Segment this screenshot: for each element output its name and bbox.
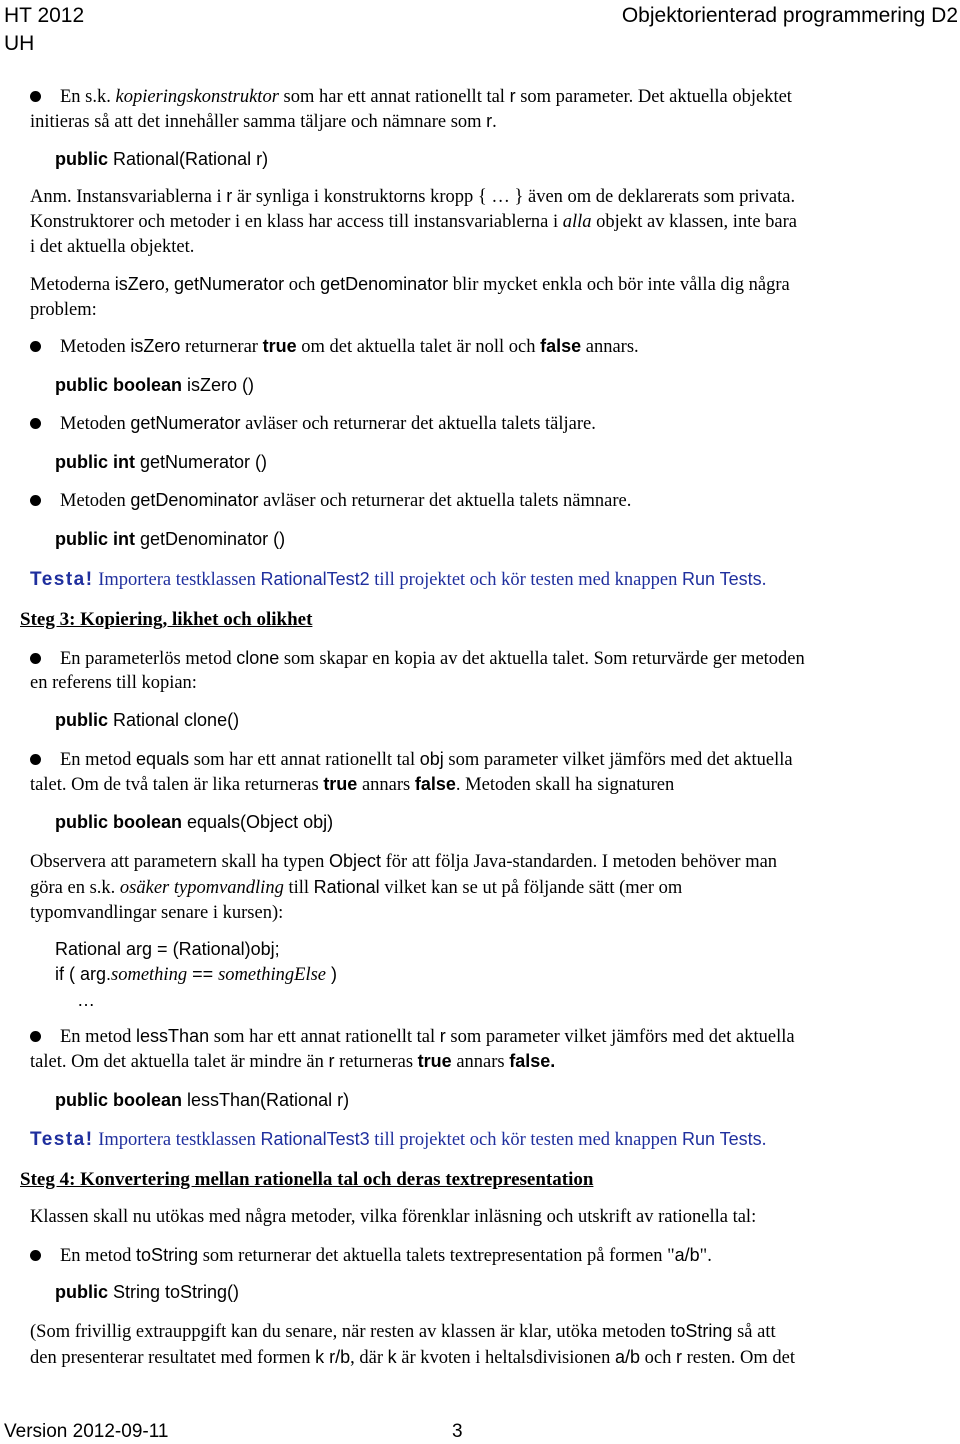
- term-italic: osäker typomvandling: [119, 878, 284, 898]
- text: (Som frivillig extrauppgift kan du senare, när resten av klassen är klar, utöka metoden: [30, 1322, 671, 1342]
- text: som returnerar det aktuella talets textrepresentation på formen ": [198, 1246, 675, 1266]
- text: som har ett annat rationellt tal: [278, 87, 510, 107]
- text-line: problem:: [30, 300, 97, 320]
- method-name: getNumerator: [174, 274, 285, 294]
- testa-label: Testa!: [30, 1129, 94, 1150]
- text: den presenterar resultatet med formen: [30, 1348, 316, 1368]
- bullet-getdenominator: [30, 488, 940, 514]
- text: En parameterlös metod: [60, 649, 237, 669]
- text: som parameter vilket jämförs med det aktuella: [443, 750, 793, 770]
- text: annars: [451, 1052, 510, 1072]
- method-name: clone: [236, 648, 280, 668]
- method-name: equals: [136, 749, 190, 769]
- signature-text: getDenominator (): [135, 529, 286, 549]
- keyword: public boolean: [55, 375, 183, 395]
- format-text: k r/b: [315, 1347, 351, 1367]
- method-name: isZero: [130, 336, 181, 356]
- text-line: [30, 184, 940, 210]
- code-var: k: [387, 1347, 397, 1367]
- keyword: public: [55, 710, 108, 730]
- text: som har ett annat rationellt tal: [189, 750, 420, 770]
- code-example: [55, 937, 337, 1013]
- heading-step-4: Steg 4: Konvertering mellan rationella tal och deras textrepresentation: [20, 1169, 594, 1190]
- bullet-clone: [30, 646, 940, 672]
- text: , där: [350, 1348, 388, 1368]
- text: Metoderna: [30, 275, 115, 295]
- text-line: [30, 1049, 940, 1075]
- text-line: [30, 1319, 940, 1345]
- testa-label: Testa!: [30, 569, 94, 590]
- code-var: obj: [419, 749, 444, 769]
- keyword: false: [540, 336, 582, 356]
- text-line: [30, 210, 940, 235]
- text-line: [30, 875, 940, 901]
- text: avläser och returnerar det aktuella talets nämnare.: [258, 491, 632, 511]
- text-line: [30, 109, 940, 135]
- text-line: typomvandlingar senare i kursen):: [30, 903, 284, 923]
- signature-text: equals(Object obj): [182, 812, 334, 832]
- text: om det aktuella talet är noll och: [296, 337, 541, 357]
- keyword: true: [262, 336, 297, 356]
- text: .: [761, 1130, 767, 1150]
- signature-copy-constructor: [55, 147, 268, 172]
- code-var: r: [226, 186, 233, 206]
- keyword: true: [417, 1051, 452, 1071]
- method-name: toString: [670, 1321, 733, 1341]
- text: som parameter. Det aktuella objektet: [515, 87, 792, 107]
- text: En s.k.: [60, 87, 116, 107]
- signature-clone: [55, 708, 239, 733]
- text: ,: [164, 275, 175, 295]
- text: så att: [732, 1322, 776, 1342]
- text: och: [640, 1348, 676, 1368]
- paragraph-methods-intro: [30, 272, 940, 323]
- term-italic: kopieringskonstruktor: [115, 87, 279, 107]
- text: som har ett annat rationellt tal: [209, 1027, 440, 1047]
- code-var: r: [328, 1051, 335, 1071]
- text: ".: [699, 1246, 712, 1266]
- text: Anm. Instansvariablerna i: [30, 187, 227, 207]
- signature-equals: [55, 810, 333, 835]
- code-var: r: [486, 111, 493, 131]
- term-italic: alla: [562, 212, 592, 232]
- text: . Metoden skall ha signaturen: [455, 775, 675, 795]
- signature-tostring: [55, 1280, 239, 1305]
- text-line: [30, 772, 940, 798]
- bullet-equals: [30, 747, 940, 773]
- code-line: …: [77, 990, 95, 1010]
- class-name: RationalTest2: [260, 569, 370, 589]
- keyword: public boolean: [55, 812, 183, 832]
- keyword: true: [323, 774, 358, 794]
- test-instruction-2: [30, 567, 940, 593]
- class-name: RationalTest3: [260, 1129, 370, 1149]
- text: som skapar en kopia av det aktuella talet. Som returvärde ger metoden: [279, 649, 805, 669]
- text: annars: [357, 775, 415, 795]
- text: avläser och returnerar det aktuella talets täljare.: [240, 414, 596, 434]
- run-tests-label: Run Tests: [681, 1129, 762, 1149]
- text: returnerar: [180, 337, 263, 357]
- method-name: lessThan: [136, 1026, 210, 1046]
- bullet-getnumerator: [30, 411, 940, 437]
- signature-text: Rational(Rational r): [108, 149, 269, 169]
- header-course-term: HT 2012: [4, 4, 85, 27]
- code-var: r: [675, 1347, 682, 1367]
- method-name: getDenominator: [320, 274, 449, 294]
- placeholder-italic: something: [111, 965, 188, 985]
- paragraph-observe: [30, 849, 940, 926]
- text: till: [283, 878, 314, 898]
- bullet-tostring: [30, 1243, 940, 1269]
- placeholder-italic: somethingElse: [218, 965, 327, 985]
- text: .: [761, 570, 767, 590]
- keyword: public: [55, 1282, 108, 1302]
- bullet-copy-constructor: [30, 84, 940, 110]
- keyword: public: [55, 149, 108, 169]
- text: initieras så att det innehåller samma täljare och nämnare som: [30, 112, 487, 132]
- signature-text: String toString(): [108, 1282, 240, 1302]
- signature-lessthan: [55, 1088, 349, 1113]
- method-name: toString: [136, 1245, 199, 1265]
- text: blir mycket enkla och bör inte vålla dig några: [448, 275, 790, 295]
- signature-getnumerator: [55, 450, 267, 475]
- text: som parameter vilket jämförs med det aktuella: [445, 1027, 795, 1047]
- code-var: r: [509, 86, 516, 106]
- bullet-lessthan: [30, 1024, 940, 1050]
- footer-page-number: 3: [452, 1421, 463, 1442]
- signature-text: getNumerator (): [135, 452, 268, 472]
- bullet-iszero: [30, 334, 940, 360]
- signature-text: lessThan(Rational r): [182, 1090, 350, 1110]
- text-line: [30, 1345, 940, 1371]
- type-name: Object: [328, 851, 381, 871]
- text: och: [284, 275, 321, 295]
- header-course-title: Objektorienterad programmering D2: [621, 4, 958, 27]
- text: En metod: [60, 750, 137, 770]
- method-name: getNumerator: [130, 413, 241, 433]
- code-line: Rational arg = (Rational)obj;: [55, 939, 280, 959]
- signature-text: Rational clone(): [108, 710, 240, 730]
- header-university: UH: [4, 32, 35, 55]
- text: till projektet och kör testen med knappen: [369, 570, 682, 590]
- text: till projektet och kör testen med knappen: [369, 1130, 682, 1150]
- text: vilket kan se ut på följande sätt (mer om: [379, 878, 683, 898]
- test-instruction-3: [30, 1127, 940, 1153]
- code-text: if ( arg.: [55, 964, 112, 984]
- text: annars.: [581, 337, 639, 357]
- text-line: en referens till kopian:: [30, 673, 197, 693]
- text: Importera testklassen: [93, 1130, 261, 1150]
- text: Observera att parametern skall ha typen: [30, 852, 329, 872]
- method-name: getDenominator: [130, 490, 259, 510]
- run-tests-label: Run Tests: [681, 569, 762, 589]
- text-line: i det aktuella objektet.: [30, 237, 195, 257]
- text: objekt av klassen, inte bara: [591, 212, 798, 232]
- code-text: ): [326, 964, 338, 984]
- text-line: [30, 849, 940, 875]
- text-line: [30, 272, 940, 298]
- keyword: public int: [55, 452, 135, 472]
- keyword: public boolean: [55, 1090, 183, 1110]
- signature-getdenominator: [55, 527, 285, 552]
- text: Metoden: [60, 337, 131, 357]
- text: Konstruktorer och metoder i en klass har access till instansvariablerna i: [30, 212, 563, 232]
- format-text: a/b: [674, 1245, 700, 1265]
- code-line: [55, 962, 337, 988]
- method-name: isZero: [114, 274, 165, 294]
- keyword: false: [414, 774, 456, 794]
- text-line: [60, 84, 940, 110]
- code-text: ==: [187, 964, 219, 984]
- text: resten. Om det: [681, 1348, 796, 1368]
- note-paragraph: [30, 184, 940, 260]
- text: för att följa Java-standarden. I metoden behöver man: [381, 852, 778, 872]
- text: returneras: [334, 1052, 418, 1072]
- text: talet. Om det aktuella talet är mindre än: [30, 1052, 329, 1072]
- footer-version: Version 2012-09-11: [4, 1421, 169, 1442]
- code-var: a/b: [614, 1347, 641, 1367]
- heading-step-3: Steg 3: Kopiering, likhet och olikhet: [20, 609, 313, 630]
- text: är synliga i konstruktorns kropp { … } även om de deklarerats som privata.: [232, 187, 796, 207]
- text: Metoden: [60, 414, 131, 434]
- text: Importera testklassen: [93, 570, 261, 590]
- code-var: r: [439, 1026, 446, 1046]
- keyword: false.: [509, 1051, 556, 1071]
- header-left: [4, 2, 84, 58]
- text: är kvoten i heltalsdivisionen: [396, 1348, 615, 1368]
- text: En metod: [60, 1246, 137, 1266]
- signature-iszero: [55, 373, 254, 398]
- text: Metoden: [60, 491, 131, 511]
- text: En metod: [60, 1027, 137, 1047]
- text: .: [492, 112, 497, 132]
- keyword: public int: [55, 529, 135, 549]
- class-name: Rational: [313, 877, 380, 897]
- paragraph-class-extension: Klassen skall nu utökas med några metoder, vilka förenklar inläsning och utskrift av rationella tal:: [30, 1207, 757, 1227]
- signature-text: isZero (): [182, 375, 255, 395]
- paragraph-extra-task: [30, 1319, 940, 1371]
- text: talet. Om de två talen är lika returneras: [30, 775, 324, 795]
- text: göra en s.k.: [30, 878, 120, 898]
